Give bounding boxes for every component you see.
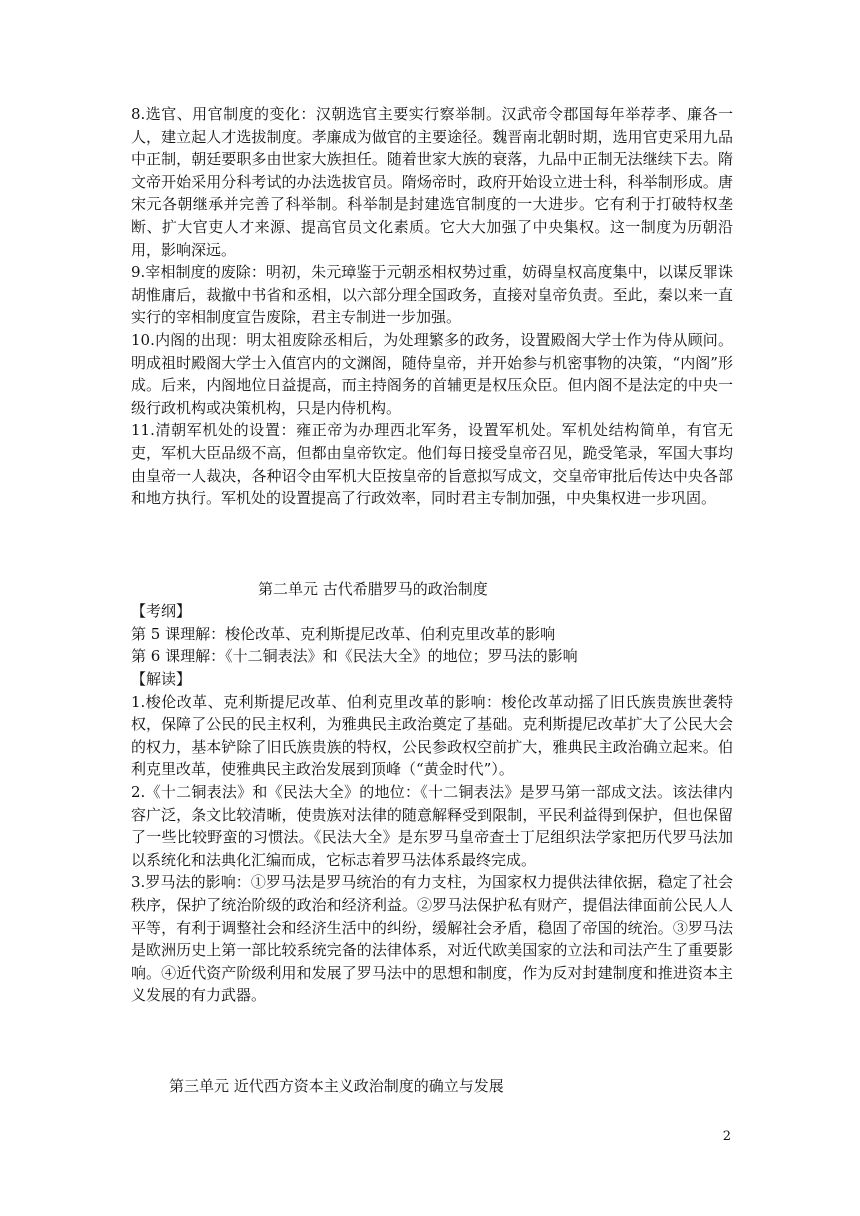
section-spacer — [131, 1007, 733, 1075]
unit3-title: 第三单元 近代西方资本主义政治制度的确立与发展 — [169, 1076, 504, 1095]
page-content — [131, 103, 733, 1098]
section-spacer — [131, 510, 733, 578]
paragraph-roman-law-influence: 3.罗马法的影响：①罗马法是罗马统治的有力支柱，为国家权力提供法律依据，稳定了社会秩序，保护了统治阶级的政治和经济利益。②罗马法保护私有财产，提倡法律面前公民人人平等，有利于调整社会和经济生活中的纠纷，缓解社会矛盾，稳固了帝国的统治。③罗马法是欧洲历史上第一部比较系统完备的法律体系，对近代欧美国家的立法和司法产生了重要影响。④近代资产阶级利用和发展了罗马法中的思想和制度，作为反对封建制度和推进资本主义发展的有力武器。 — [131, 873, 733, 1005]
paragraph-selection-system: 8.选官、用官制度的变化：汉朝选官主要实行察举制。汉武帝令郡国每年举荐孝、廉各一人，建立起人才选拔制度。孝廉成为做官的主要途径。魏晋南北朝时期，选用官吏采用九品中正制，朝廷要职多由世家大族担任。随着世家大族的衰落，九品中正制无法继续下去。隋文帝开始采用分科考试的办法选拔官员。隋炀帝时，政府开始设立进士科，科举制形成。唐宋元各朝继承并完善了科举制。科举制是封建选官制度的一大进步。它有利于打破特权垄断、扩大官吏人才来源、提高官员文化素质。它大大加强了中央集权。这一制度为历朝沿用，影响深远。 — [131, 105, 733, 259]
unit1-points — [131, 103, 733, 510]
paragraph-roman-codes: 2.《十二铜表法》和《民法大全》的地位：《十二铜表法》是罗马第一部成文法。该法律内容广泛，条文比较清晰，使贵族对法律的随意解释受到限制，平民利益得到保护，但也保留了一些比较野蛮的习惯法。《民法大全》是东罗马皇帝查士丁尼组织法学家把历代罗马法加以系统化和法典化汇编而成，它标志着罗马法体系最终完成。 — [131, 783, 733, 869]
page-number: 2 — [722, 1129, 731, 1144]
paragraph-athens-reforms: 1.梭伦改革、克利斯提尼改革、伯利克里改革的影响：梭伦改革动摇了旧氏族贵族世袭特权，保障了公民的民主权利，为雅典民主政治奠定了基础。克利斯提尼改革扩大了公民大会的权力，基本铲除了旧氏族贵族的特权，公民参政权空前扩大，雅典民主政治确立起来。伯利克里改革，使雅典民主政治发展到顶峰（“黄金时代”）。 — [131, 692, 733, 779]
paragraph-prime-minister-abolition: 9.宰相制度的废除：明初，朱元璋鉴于元朝丞相权势过重，妨碍皇权高度集中，以谋反罪诛胡惟庸后，裁撤中书省和丞相，以六部分理全国政务，直接对皇帝负责。至此，秦以来一直实行的宰相制度宣告废除，君主专制进一步加强。 — [131, 263, 733, 327]
paragraph-cabinet: 10.内阁的出现：明太祖废除丞相后，为处理繁多的政务，设置殿阁大学士作为侍从顾问。明成祖时殿阁大学士入值宫内的文渊阁，随侍皇帝，并开始参与机密事物的决策，“内阁”形成。后来，内阁地位日益提高，而主持阁务的首辅更是权压众臣。但内阁不是法定的中央一级行政机构或决策机构，只是内侍机构。 — [131, 330, 733, 417]
unit2-title: 第二单元 古代希腊罗马的政治制度 — [258, 579, 488, 598]
paragraph-grand-council: 11.清朝军机处的设置：雍正帝为办理西北军务，设置军机处。军机处结构简单，有官无吏，军机大臣品级不高，但都由皇帝钦定。他们每日接受皇帝召见，跪受笔录，军国大事均由皇帝一人裁决，各种诏令由军机大臣按皇帝的旨意拟写成文，交皇帝审批后传达中央各部和地方执行。军机处的设置提高了行政效率，同时君主专制加强，中央集权进一步巩固。 — [131, 421, 733, 508]
interpretation-heading: 【解读】 — [131, 670, 192, 689]
outline-heading: 【考纲】 — [131, 602, 192, 621]
unit2-points — [131, 691, 733, 1007]
outline-item: 第 6 课理解：《十二铜表法》和《民法大全》的地位；罗马法的影响 — [131, 647, 578, 666]
outline-item: 第 5 课理解：梭伦改革、克利斯提尼改革、伯利克里改革的影响 — [131, 624, 556, 643]
